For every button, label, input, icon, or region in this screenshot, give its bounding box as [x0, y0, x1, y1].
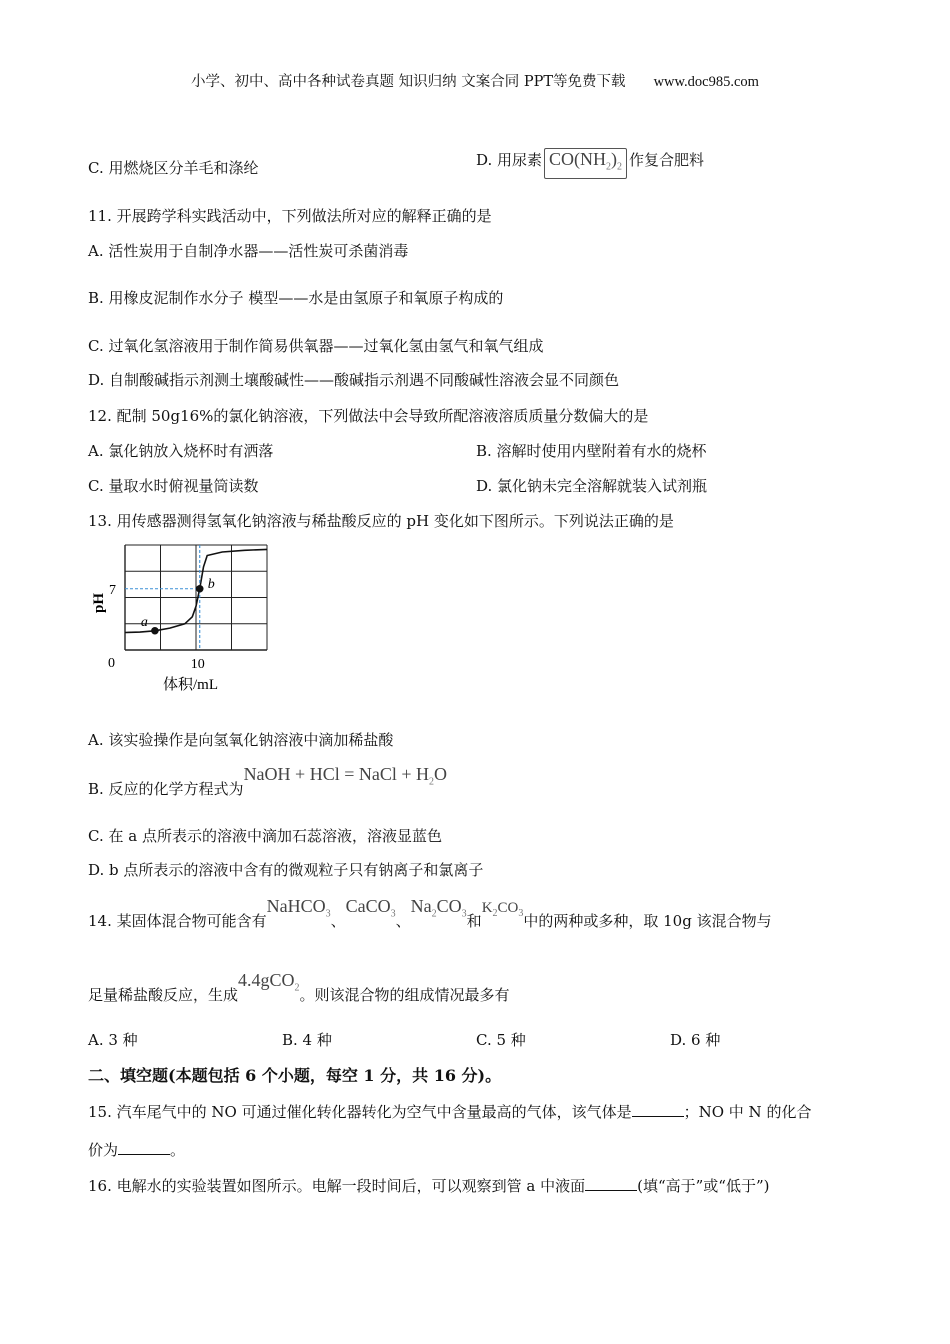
- q13-option-c: C. 在 a 点所表示的溶液中滴加石蕊溶液，溶液显蓝色: [88, 827, 442, 845]
- q15-line1: [88, 1102, 811, 1122]
- q15-line1-prefix: 15. 汽车尾气中的 NO 可通过催化转化器转化为空气中含量最高的气体，该气体是: [88, 1103, 632, 1121]
- formula-k2co3: $K_2CO_3$: [481, 900, 524, 919]
- q16-line: [88, 1176, 770, 1196]
- q15-blank-1[interactable]: [632, 1102, 684, 1117]
- formula-co2: 4.4gCO$_2$: [238, 970, 300, 994]
- q15-blank-2[interactable]: [118, 1140, 170, 1155]
- q12-option-d: D. 氯化钠未完全溶解就装入试剂瓶: [476, 477, 708, 495]
- formula-caco3: CaCO$_3$: [345, 896, 396, 920]
- q14-line2: [88, 970, 510, 1004]
- q14-stem-prefix: 14. 某固体混合物可能含有: [88, 912, 267, 930]
- formula-na2co3: $Na_2CO_3$: [410, 896, 467, 920]
- q10-option-d-suffix: 作复合肥料: [629, 151, 705, 169]
- point-label-a: a: [140, 614, 148, 630]
- q15-line2-suffix: 。: [170, 1141, 186, 1159]
- q14-option-b: B. 4 种: [282, 1031, 332, 1049]
- q16-suffix: (填“高于”或“低于”): [637, 1177, 770, 1195]
- formula-nahco3: NaHCO$_3$: [266, 896, 331, 920]
- header-text: 小学、初中、高中各种试卷真题 知识归纳 文案合同 PPT等免费下载: [191, 74, 626, 90]
- y-tick-7: 7: [109, 582, 116, 598]
- urea-formula: $CO(NH_2)_2$: [544, 148, 627, 179]
- q14-option-d: D. 6 种: [670, 1031, 721, 1049]
- x-axis-label: 体积/mL: [163, 677, 218, 693]
- q12-option-a: A. 氯化钠放入烧杯时有洒落: [88, 442, 274, 460]
- header-site: www.doc985.com: [653, 74, 759, 90]
- q14-line2-prefix: 足量稀盐酸反应，生成: [88, 986, 239, 1004]
- reaction-equation: NaOH + HCl = NaCl + $H_2O$: [243, 764, 448, 788]
- q15-line1-suffix: ；NO 中 N 的化合: [683, 1103, 812, 1121]
- q14-stem-suffix: 中的两种或多种，取 10g 该混合物与: [523, 912, 772, 930]
- q12-stem: 12. 配制 50g16%的氯化钠溶液，下列做法中会导致所配溶液溶质质量分数偏大的是: [88, 407, 649, 425]
- q15-line2-prefix: 价为: [88, 1141, 119, 1159]
- q16-prefix: 16. 电解水的实验装置如图所示。电解一段时间后，可以观察到管 a 中液面: [88, 1177, 586, 1195]
- point-b: [196, 585, 204, 593]
- q15-line2: [88, 1140, 185, 1160]
- q12-option-b: B. 溶解时使用内壁附着有水的烧杯: [476, 442, 707, 460]
- q14-stem: 14. 某固体混合物可能含有NaHCO$_3$、CaCO$_3$、$Na_2CO_3$和$K_2CO_3$中的两种或多种，取 10g 该混合物与: [88, 896, 772, 930]
- q13-option-b: [88, 764, 448, 798]
- q11-stem: 11. 开展跨学科实践活动中，下列做法所对应的解释正确的是: [88, 207, 492, 225]
- point-a: [151, 627, 159, 635]
- point-label-b: b: [207, 576, 215, 592]
- q14-option-a: A. 3 种: [88, 1031, 138, 1049]
- q11-option-a: A. 活性炭用于自制净水器——活性炭可杀菌消毒: [88, 242, 409, 260]
- page-header: [0, 70, 950, 91]
- q11-option-b: B. 用橡皮泥制作水分子 模型——水是由氢原子和氧原子构成的: [88, 289, 504, 307]
- x-tick-0: 0: [108, 656, 115, 671]
- q11-option-d: D. 自制酸碱指示剂测土壤酸碱性——酸碱指示剂遇不同酸碱性溶液会显不同颜色: [88, 371, 620, 389]
- y-axis-label: pH: [91, 592, 107, 614]
- q10-option-c: C. 用燃烧区分羊毛和涤纶: [88, 159, 259, 177]
- ph-chart: [91, 535, 285, 700]
- q13-option-a: A. 该实验操作是向氢氧化钠溶液中滴加稀盐酸: [88, 731, 394, 749]
- q11-option-c: C. 过氧化氢溶液用于制作简易供氧器——过氧化氢由氢气和氧气组成: [88, 337, 544, 355]
- ph-chart-svg: [91, 535, 285, 700]
- q14-line2-suffix: 。则该混合物的组成情况最多有: [299, 986, 510, 1004]
- q16-blank-1[interactable]: [585, 1176, 637, 1191]
- q10-option-d-prefix: D. 用尿素: [476, 151, 543, 169]
- q13-option-d: D. b 点所表示的溶液中含有的微观粒子只有钠离子和氯离子: [88, 861, 484, 879]
- section-2-heading: 二、填空题(本题包括 6 个小题，每空 1 分，共 16 分)。: [88, 1066, 502, 1085]
- q12-option-c: C. 量取水时俯视量筒读数: [88, 477, 259, 495]
- chart-grid: [125, 545, 267, 650]
- x-tick-10: 10: [190, 657, 205, 672]
- q13-option-b-prefix: B. 反应的化学方程式为: [88, 780, 244, 798]
- q10-option-d: [476, 148, 704, 179]
- q13-stem: 13. 用传感器测得氢氧化钠溶液与稀盐酸反应的 pH 变化如下图所示。下列说法正确的是: [88, 512, 674, 530]
- q14-option-c: C. 5 种: [476, 1031, 526, 1049]
